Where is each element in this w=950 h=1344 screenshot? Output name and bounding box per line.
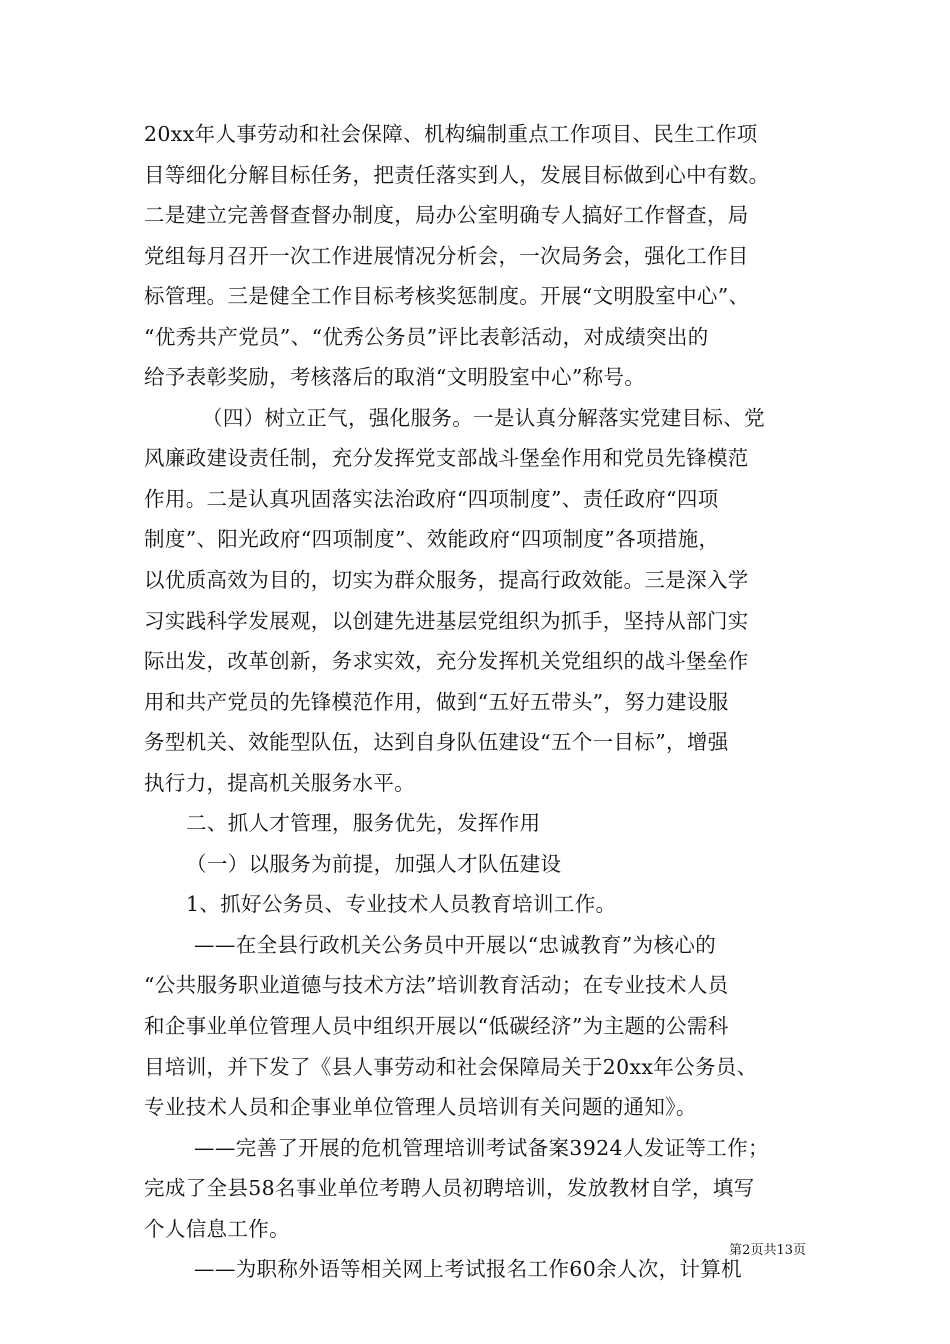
text-line: 20xx年人事劳动和社会保障、机构编制重点工作项目、民生工作项 [144,122,758,146]
page-footer: 第2页共13页 [729,1243,806,1258]
text-line: “公共服务职业道德与技术方法”培训教育活动；在专业技术人员 [144,973,729,998]
text-line: 用和共产党员的先锋模范作用，做到“五好五带头”，努力建设服 [144,689,729,714]
text-line: 以优质高效为目的，切实为群众服务，提高行政效能。三是深入学 [144,568,749,593]
text-line: 和企事业单位管理人员中组织开展以“低碳经济”为主题的公需科 [144,1014,729,1039]
text-line: 完成了全县58名事业单位考聘人员初聘培训，发放教材自学，填写 [144,1176,755,1201]
text-line: 二、抓人才管理，服务优先，发挥作用 [186,811,541,836]
text-line: 党组每月召开一次工作进展情况分析会，一次局务会，强化工作目 [144,243,749,268]
text-line: 制度”、阳光政府“四项制度”、效能政府“四项制度”各项措施， [144,527,720,552]
text-line: （四）树立正气，强化服务。一是认真分解落实党建目标、党 [202,405,765,430]
text-line: 专业技术人员和企事业单位管理人员培训有关问题的通知》。 [144,1095,697,1120]
text-line: 执行力，提高机关服务水平。 [144,770,416,795]
text-line: 务型机关、效能型队伍，达到自身队伍建设“五个一目标”，增强 [144,730,729,755]
text-line: 给予表彰奖励，考核落后的取消“文明股室中心”称号。 [144,365,646,390]
text-line: 风廉政建设责任制，充分发挥党支部战斗堡垒作用和党员先锋模范 [144,446,749,471]
text-line: ——完善了开展的危机管理培训考试备案3924人发证等工作； [194,1135,769,1160]
document-body [144,114,816,1290]
text-line: 目等细化分解目标任务，把责任落实到人，发展目标做到心中有数。 [144,162,770,187]
text-line: “优秀共产党员”、“优秀公务员”评比表彰活动，对成绩突出的 [144,324,709,349]
text-line: 目培训，并下发了《县人事劳动和社会保障局关于20xx年公务员、 [144,1054,758,1079]
text-line: （一）以服务为前提，加强人才队伍建设 [186,851,562,876]
text-line: 个人信息工作。 [144,1216,290,1241]
text-line: ——在全县行政机关公务员中开展以“忠诚教育”为核心的 [194,932,717,957]
text-line: ——为职称外语等相关网上考试报名工作60余人次，计算机 [194,1257,743,1282]
text-line: 作用。二是认真巩固落实法治政府“四项制度”、责任政府“四项 [144,486,719,511]
text-line: 际出发，改革创新，务求实效，充分发挥机关党组织的战斗堡垒作 [144,649,749,674]
text-line: 标管理。三是健全工作目标考核奖惩制度。开展“文明股室中心”、 [144,284,750,309]
text-line: 习实践科学发展观，以创建先进基层党组织为抓手，坚持从部门实 [144,608,749,633]
text-line: 1、抓好公务员、专业技术人员教育培训工作。 [186,892,617,917]
text-line: 二是建立完善督查督办制度，局办公室明确专人搞好工作督查，局 [144,203,749,228]
